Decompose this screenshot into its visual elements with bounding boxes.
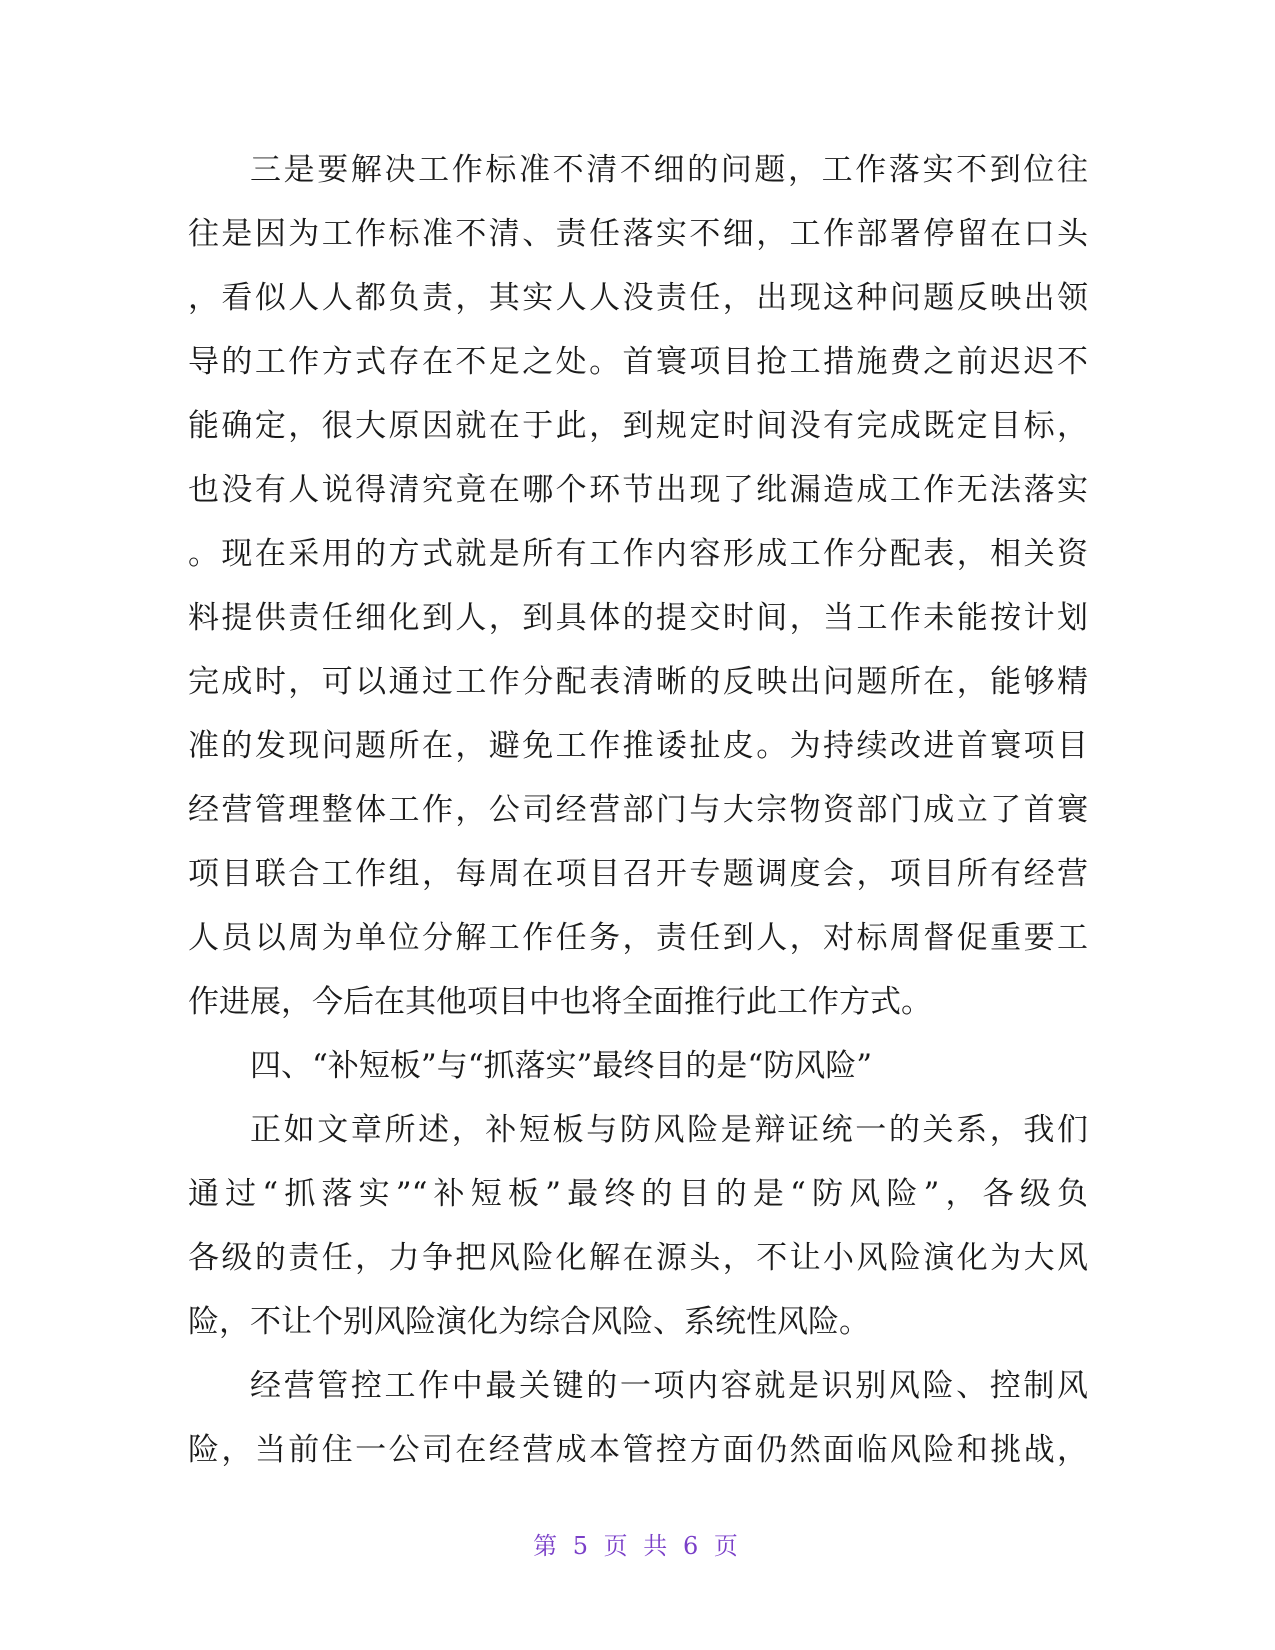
paragraph-line: 各级的责任，力争把风险化解在源头，不让小风险演化为大风 bbox=[188, 1240, 1088, 1276]
paragraph-line: 导的工作方式存在不足之处。首寰项目抢工措施费之前迟迟不 bbox=[188, 344, 1088, 380]
paragraph-line: 完成时，可以通过工作分配表清晰的反映出问题所在，能够精 bbox=[188, 664, 1088, 700]
paragraph-line: 项目联合工作组，每周在项目召开专题调度会，项目所有经营 bbox=[188, 856, 1088, 892]
paragraph-line: 往是因为工作标准不清、责任落实不细，工作部署停留在口头 bbox=[188, 216, 1088, 252]
paragraph-line: 。现在采用的方式就是所有工作内容形成工作分配表，相关资 bbox=[188, 536, 1088, 572]
paragraph-line: 料提供责任细化到人，到具体的提交时间，当工作未能按计划 bbox=[188, 600, 1088, 636]
paragraph-line: 经营管控工作中最关键的一项内容就是识别风险、控制风 bbox=[250, 1368, 1088, 1404]
paragraph-line: 三是要解决工作标准不清不细的问题，工作落实不到位往 bbox=[250, 152, 1088, 188]
paragraph-line: ，看似人人都负责，其实人人没责任，出现这种问题反映出领 bbox=[188, 280, 1088, 316]
paragraph-line: 险，不让个别风险演化为综合风险、系统性风险。 bbox=[188, 1304, 870, 1340]
paragraph-line: 正如文章所述，补短板与防风险是辩证统一的关系，我们 bbox=[250, 1112, 1088, 1148]
paragraph-line: 人员以周为单位分解工作任务，责任到人，对标周督促重要工 bbox=[188, 920, 1088, 956]
paragraph-line: 险，当前住一公司在经营成本管控方面仍然面临风险和挑战， bbox=[188, 1432, 1088, 1468]
paragraph-line: 作进展，今后在其他项目中也将全面推行此工作方式。 bbox=[188, 984, 932, 1020]
paragraph-line: 经营管理整体工作，公司经营部门与大宗物资部门成立了首寰 bbox=[188, 792, 1088, 828]
document-body bbox=[188, 138, 1088, 1482]
page-number-footer: 第 5 页 共 6 页 bbox=[533, 1532, 742, 1560]
paragraph-line: 也没有人说得清究竟在哪个环节出现了纰漏造成工作无法落实 bbox=[188, 472, 1088, 508]
paragraph-line: 通过“抓落实”“补短板”最终的目的是“防风险”，各级负 bbox=[188, 1176, 1088, 1212]
paragraph-line: 能确定，很大原因就在于此，到规定时间没有完成既定目标， bbox=[188, 408, 1088, 444]
section-heading: 四、“补短板”与“抓落实”最终目的是“防风险” bbox=[250, 1048, 873, 1084]
paragraph-line: 准的发现问题所在，避免工作推诿扯皮。为持续改进首寰项目 bbox=[188, 728, 1088, 764]
